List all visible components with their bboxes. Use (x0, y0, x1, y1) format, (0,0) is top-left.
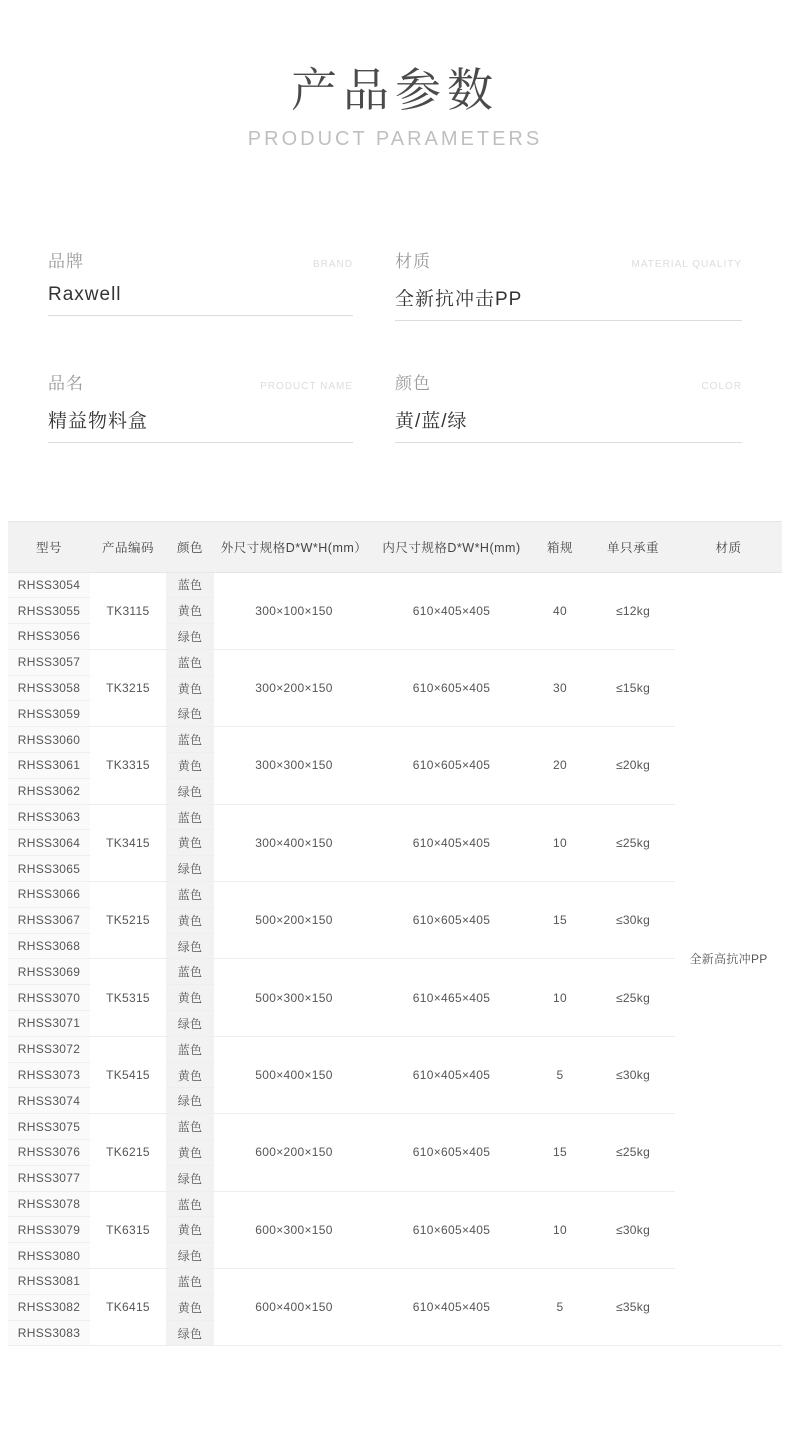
cell-material: 全新高抗冲PP (675, 572, 782, 1346)
cell-product-code: TK5215 (90, 882, 166, 959)
cell-color: 黄色 (166, 753, 214, 779)
cell-inner-size: 610×605×405 (374, 727, 529, 804)
cell-model: RHSS3079 (8, 1217, 90, 1243)
cell-model: RHSS3066 (8, 882, 90, 908)
cell-color: 蓝色 (166, 1114, 214, 1140)
cell-load: ≤30kg (591, 1036, 675, 1113)
spec-label-en-product-name: PRODUCT NAME (260, 380, 353, 392)
table-row (8, 649, 782, 675)
cell-box-spec: 20 (529, 727, 591, 804)
cell-color: 黄色 (166, 1062, 214, 1088)
th-outer-size: 外尺寸规格D*W*H(mm） (214, 521, 374, 572)
cell-model: RHSS3074 (8, 1088, 90, 1114)
cell-inner-size: 610×465×405 (374, 959, 529, 1036)
cell-product-code: TK6215 (90, 1114, 166, 1191)
spec-label-row (395, 247, 742, 272)
table-row (8, 882, 782, 908)
cell-product-code: TK6315 (90, 1191, 166, 1268)
cell-box-spec: 10 (529, 1191, 591, 1268)
table-row (8, 1269, 782, 1295)
th-load: 单只承重 (591, 521, 675, 572)
cell-model: RHSS3064 (8, 830, 90, 856)
cell-model: RHSS3083 (8, 1320, 90, 1346)
cell-box-spec: 5 (529, 1269, 591, 1346)
cell-inner-size: 610×405×405 (374, 572, 529, 649)
table-header (8, 521, 782, 572)
cell-model: RHSS3078 (8, 1191, 90, 1217)
cell-outer-size: 600×300×150 (214, 1191, 374, 1268)
spec-label-en-brand: BRAND (312, 258, 353, 270)
page-header (0, 0, 790, 151)
cell-model: RHSS3065 (8, 856, 90, 882)
cell-product-code: TK5415 (90, 1036, 166, 1113)
cell-color: 黄色 (166, 985, 214, 1011)
cell-load: ≤25kg (591, 959, 675, 1036)
cell-outer-size: 500×200×150 (214, 882, 374, 959)
cell-color: 黄色 (166, 907, 214, 933)
spec-field-color (395, 369, 742, 443)
cell-load: ≤30kg (591, 882, 675, 959)
cell-color: 蓝色 (166, 649, 214, 675)
th-color: 颜色 (166, 521, 214, 572)
table-row (8, 1191, 782, 1217)
th-model: 型号 (8, 521, 90, 572)
cell-inner-size: 610×405×405 (374, 1036, 529, 1113)
th-code: 产品编码 (90, 521, 166, 572)
spec-field-product-name (48, 369, 395, 443)
spec-value-product-name: 精益物料盒 (48, 406, 353, 443)
cell-color: 蓝色 (166, 882, 214, 908)
cell-load: ≤30kg (591, 1191, 675, 1268)
cell-load: ≤35kg (591, 1269, 675, 1346)
cell-model: RHSS3082 (8, 1294, 90, 1320)
cell-box-spec: 5 (529, 1036, 591, 1113)
cell-product-code: TK3415 (90, 804, 166, 881)
cell-inner-size: 610×405×405 (374, 804, 529, 881)
cell-color: 黄色 (166, 1217, 214, 1243)
cell-box-spec: 10 (529, 959, 591, 1036)
cell-load: ≤25kg (591, 804, 675, 881)
cell-color: 蓝色 (166, 727, 214, 753)
cell-model: RHSS3073 (8, 1062, 90, 1088)
cell-color: 绿色 (166, 624, 214, 650)
cell-model: RHSS3075 (8, 1114, 90, 1140)
cell-color: 绿色 (166, 1320, 214, 1346)
cell-model: RHSS3062 (8, 778, 90, 804)
cell-color: 黄色 (166, 1294, 214, 1320)
cell-box-spec: 15 (529, 1114, 591, 1191)
cell-product-code: TK3215 (90, 649, 166, 726)
cell-outer-size: 300×200×150 (214, 649, 374, 726)
cell-model: RHSS3059 (8, 701, 90, 727)
table-body (8, 572, 782, 1346)
cell-color: 绿色 (166, 701, 214, 727)
cell-color: 蓝色 (166, 1036, 214, 1062)
cell-model: RHSS3070 (8, 985, 90, 1011)
parameters-table (8, 521, 782, 1347)
cell-inner-size: 610×605×405 (374, 649, 529, 726)
cell-outer-size: 500×400×150 (214, 1036, 374, 1113)
page-title: 产品参数 (291, 64, 499, 116)
table-row (8, 1036, 782, 1062)
spec-label-row (395, 369, 742, 394)
cell-box-spec: 10 (529, 804, 591, 881)
cell-color: 蓝色 (166, 572, 214, 598)
cell-model: RHSS3081 (8, 1269, 90, 1295)
spec-value-material: 全新抗冲击PP (395, 284, 742, 321)
cell-outer-size: 300×400×150 (214, 804, 374, 881)
cell-color: 绿色 (166, 1011, 214, 1037)
cell-load: ≤20kg (591, 727, 675, 804)
spec-fields (48, 247, 742, 491)
cell-product-code: TK6415 (90, 1269, 166, 1346)
table-row (8, 727, 782, 753)
cell-model: RHSS3080 (8, 1243, 90, 1269)
spec-field-material (395, 247, 742, 321)
cell-model: RHSS3076 (8, 1140, 90, 1166)
cell-color: 黄色 (166, 598, 214, 624)
cell-color: 蓝色 (166, 1191, 214, 1217)
cell-inner-size: 610×605×405 (374, 1114, 529, 1191)
cell-outer-size: 600×200×150 (214, 1114, 374, 1191)
cell-model: RHSS3057 (8, 649, 90, 675)
cell-outer-size: 300×100×150 (214, 572, 374, 649)
table-row (8, 804, 782, 830)
cell-model: RHSS3063 (8, 804, 90, 830)
cell-color: 黄色 (166, 830, 214, 856)
cell-model: RHSS3061 (8, 753, 90, 779)
page-subtitle: PRODUCT PARAMETERS (247, 127, 543, 150)
table-header-row (8, 521, 782, 572)
cell-outer-size: 500×300×150 (214, 959, 374, 1036)
spec-label-row (48, 247, 353, 272)
cell-product-code: TK3315 (90, 727, 166, 804)
table-row (8, 1114, 782, 1140)
cell-model: RHSS3069 (8, 959, 90, 985)
cell-box-spec: 40 (529, 572, 591, 649)
cell-load: ≤12kg (591, 572, 675, 649)
cell-model: RHSS3077 (8, 1165, 90, 1191)
cell-inner-size: 610×605×405 (374, 1191, 529, 1268)
spec-label-en-material: MATERIAL QUALITY (631, 258, 742, 270)
th-inner-size: 内尺寸规格D*W*H(mm) (374, 521, 529, 572)
cell-color: 蓝色 (166, 1269, 214, 1295)
cell-color: 绿色 (166, 1088, 214, 1114)
spec-label-cn-product-name: 品名 (48, 373, 84, 393)
th-material: 材质 (675, 521, 782, 572)
cell-box-spec: 15 (529, 882, 591, 959)
cell-outer-size: 300×300×150 (214, 727, 374, 804)
cell-model: RHSS3071 (8, 1011, 90, 1037)
cell-color: 黄色 (166, 675, 214, 701)
cell-color: 绿色 (166, 1165, 214, 1191)
cell-load: ≤25kg (591, 1114, 675, 1191)
th-box-spec: 箱规 (529, 521, 591, 572)
table-row (8, 572, 782, 598)
spec-value-brand: Raxwell (48, 284, 353, 316)
cell-color: 绿色 (166, 856, 214, 882)
spec-label-en-color: COLOR (701, 380, 742, 392)
cell-model: RHSS3068 (8, 933, 90, 959)
cell-color: 绿色 (166, 1243, 214, 1269)
cell-outer-size: 600×400×150 (214, 1269, 374, 1346)
cell-load: ≤15kg (591, 649, 675, 726)
cell-color: 黄色 (166, 1140, 214, 1166)
cell-product-code: TK5315 (90, 959, 166, 1036)
spec-label-cn-material: 材质 (395, 251, 431, 271)
spec-label-cn-color: 颜色 (395, 373, 431, 393)
table-row (8, 959, 782, 985)
cell-product-code: TK3115 (90, 572, 166, 649)
cell-model: RHSS3072 (8, 1036, 90, 1062)
cell-model: RHSS3060 (8, 727, 90, 753)
cell-color: 绿色 (166, 778, 214, 804)
cell-model: RHSS3054 (8, 572, 90, 598)
cell-color: 绿色 (166, 933, 214, 959)
cell-inner-size: 610×605×405 (374, 882, 529, 959)
spec-label-row (48, 369, 353, 394)
cell-color: 蓝色 (166, 804, 214, 830)
cell-inner-size: 610×405×405 (374, 1269, 529, 1346)
spec-field-brand (48, 247, 395, 321)
cell-model: RHSS3055 (8, 598, 90, 624)
parameters-table-wrap (0, 521, 790, 1347)
cell-model: RHSS3056 (8, 624, 90, 650)
spec-label-cn-brand: 品牌 (48, 251, 84, 271)
cell-model: RHSS3067 (8, 907, 90, 933)
cell-color: 蓝色 (166, 959, 214, 985)
cell-model: RHSS3058 (8, 675, 90, 701)
cell-box-spec: 30 (529, 649, 591, 726)
spec-value-color: 黄/蓝/绿 (395, 406, 742, 443)
